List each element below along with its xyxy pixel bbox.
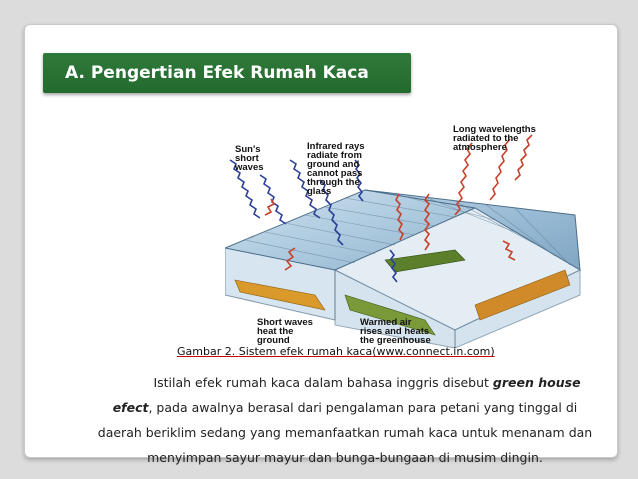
slide-card bbox=[24, 24, 618, 465]
label-suns-short-waves bbox=[235, 145, 264, 172]
label-warmed-air bbox=[360, 318, 431, 345]
paragraph-text: , pada awalnya berasal dari pengalaman para petani yang tinggal di bbox=[148, 400, 578, 415]
label-long-wavelengths bbox=[453, 125, 536, 152]
body-paragraph bbox=[55, 370, 635, 470]
label-line: waves bbox=[235, 162, 264, 173]
label-line: the greenhouse bbox=[360, 335, 431, 346]
paragraph-line-2 bbox=[55, 395, 635, 420]
label-line: ground bbox=[257, 335, 290, 346]
label-infrared-rays bbox=[307, 142, 365, 196]
slide-title: A. Pengertian Efek Rumah Kaca bbox=[43, 53, 411, 93]
paragraph-line-1 bbox=[55, 370, 635, 395]
label-line: Infrared rays bbox=[307, 141, 365, 152]
paragraph-text: Istilah efek rumah kaca dalam bahasa inggris disebut bbox=[153, 375, 493, 390]
label-line: cannot pass bbox=[307, 168, 363, 179]
label-line: rises and heats bbox=[360, 326, 430, 337]
caption-prefix: Gambar 2. bbox=[177, 345, 239, 358]
label-line: Long wavelengths bbox=[453, 124, 536, 135]
caption-main: Sistem efek rumah kaca bbox=[238, 345, 373, 358]
caption-source: (www.connect.in.com) bbox=[372, 345, 495, 358]
label-line: heat the bbox=[257, 326, 294, 337]
label-line: Sun's bbox=[235, 144, 261, 155]
label-line: Short waves bbox=[257, 317, 313, 328]
label-line: through the bbox=[307, 177, 360, 188]
figure-caption bbox=[177, 345, 495, 358]
label-short-waves-heat bbox=[257, 318, 313, 345]
label-line: glass bbox=[307, 186, 332, 197]
label-line: Warmed air bbox=[360, 317, 412, 328]
label-line: radiated to the bbox=[453, 133, 519, 144]
label-line: ground and bbox=[307, 159, 360, 170]
paragraph-line-4: menyimpan sayur mayur dan bunga-bungaan di musim dingin. bbox=[147, 450, 543, 465]
term-green-house: green house bbox=[492, 375, 581, 390]
greenhouse-diagram bbox=[225, 120, 585, 352]
term-efect: efect bbox=[112, 400, 149, 415]
label-line: atmosphere bbox=[453, 142, 507, 153]
paragraph-line-3: daerah beriklim sedang yang memanfaatkan rumah kaca untuk menanam dan bbox=[97, 425, 593, 440]
label-line: short bbox=[235, 153, 259, 164]
label-line: radiate from bbox=[307, 150, 362, 161]
